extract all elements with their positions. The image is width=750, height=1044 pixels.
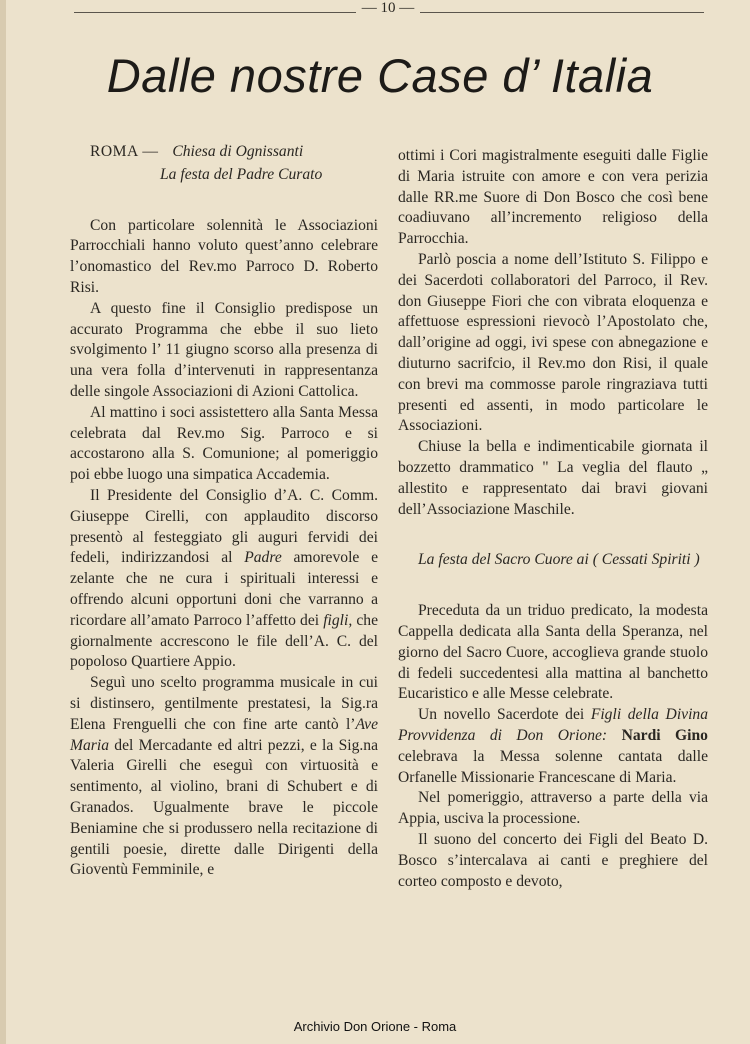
text-run: Seguì uno scelto programma musicale in cui si distinsero, gentilmente prestatesi, la Sig.ra Elena Frenguelli che con fine arte cantò l’ [70, 674, 378, 733]
text-run: Il Presidente del Consiglio d’A. C. Comm. Giuseppe Cirelli, con applaudito discorso presentò al festeggiato gli auguri fervidi dei fedeli, indirizzandosi al [70, 486, 378, 567]
text-run: che giornalmente accrescono le file dell’A. C. del popoloso Quartiere Appio. [70, 611, 378, 671]
text-run: del Mercadante ed altri pezzi, e la Sig.na Valeria Girelli che eseguì con virtuosità e sentimento, al violino, brani di Schubert e di Granados. Ugualmente brave le piccole Beniamine che si produssero nella recitazione di gentili poesie, dirette dalle Dirigenti della Gioventù Femminile, e [70, 736, 378, 879]
page-number: — 10 — [361, 0, 415, 16]
top-rule-right [420, 12, 704, 13]
paragraph: Il suono del concerto dei Figli del Beato D. Bosco s’intercalava ai canti e preghiere del corteo composto e devoto, [398, 830, 708, 890]
text-run: amorevole e zelante che ne cura i spirituali interessi e offrendo alcuni opportuni doni che varranno a ricordare all’amato Parroco l’affetto dei [70, 549, 378, 629]
heading-church: Chiesa di Ognissanti [172, 143, 304, 160]
article-heading [70, 142, 378, 186]
heading-place: ROMA — [90, 143, 159, 160]
paragraph [70, 486, 378, 673]
paragraph: Nel pomeriggio, attraverso a parte della via Appia, usciva la processione. [398, 789, 708, 828]
left-column [70, 142, 378, 881]
paragraph: A questo fine il Consiglio predispose un accurato Programma che ebbe il suo lieto svolgimento l’ 11 giugno scorso alla presenza di una vera folla d’intervenuti in rappresentanza delle singole Associazioni di Azioni Cattolica. [70, 299, 378, 400]
archive-footer: Archivio Don Orione - Roma [293, 1019, 457, 1034]
text-run: Un novello Sacerdote dei [418, 706, 585, 724]
page-edge [0, 0, 6, 1044]
italic-run: figli, [323, 611, 353, 629]
italic-run: Figli della Divina Provvidenza di Don Orione: [398, 706, 708, 744]
paragraph: ottimi i Cori magistralmente eseguiti dalle Figlie di Maria istruite con amore e con vera perizia dalle RR.me Suore di Don Bosco che così bene coadiuvano all’incremento religioso della Parrocchia. [398, 147, 708, 248]
paragraph [398, 705, 708, 788]
text-run: celebrava la Messa solenne cantata dalle Orfanelle Missionarie Francescane di Maria. [398, 747, 708, 786]
paragraph: Al mattino i soci assistettero alla Santa Messa celebrata dal Rev.mo Sig. Parroco e si accostarono alla S. Comunione; al pomeriggio poi ebbe luogo una simpatica Accademia. [70, 403, 378, 484]
top-rule-left [74, 12, 356, 13]
paragraph: Con particolare solennità le Associazioni Parrocchiali hanno voluto quest’anno celebrare l’onomastico del Rev.mo Parroco D. Roberto Risi. [70, 216, 378, 296]
bold-run: Nardi Gino [621, 726, 708, 744]
section-heading: La festa del Sacro Cuore ai ( Cessati Spiriti ) [418, 551, 700, 569]
paragraph: Chiuse la bella e indimenticabile giornata il bozzetto drammatico " La veglia del flauto „ allestito e rappresentato dai bravi giovani dell’Associazione Maschile. [398, 438, 708, 518]
paragraph: Parlò poscia a nome dell’Istituto S. Filippo e dei Sacerdoti collaboratori del Parroco, il Rev. don Giuseppe Fiori che con vibrata eloquenza e affettuose espressioni rievocò l’Apostolato che, dall’origine ad oggi, ivi spese con abnegazione e diuturno sacrifcio, il Rev.mo don Risi, il quale con brevi ma commosse parole ringraziava tutti presenti ed assenti, in modo particolare le Associazioni. [398, 250, 708, 435]
italic-run: Padre [244, 549, 282, 567]
right-column [398, 146, 708, 892]
italic-run: Ave Maria [70, 715, 378, 754]
paragraph [70, 673, 378, 881]
page-title: Dalle nostre Case d’ Italia [106, 49, 654, 102]
paragraph: Preceduta da un triduo predicato, la modesta Cappella dedicata alla Santa della Speranza, nel giorno del Sacro Cuore, accoglieva grande stuolo di fedeli succedentesi alla mattina al banchetto Eucaristico e alle Messe celebrate. [398, 602, 708, 703]
heading-feast: La festa del Padre Curato [160, 165, 323, 183]
